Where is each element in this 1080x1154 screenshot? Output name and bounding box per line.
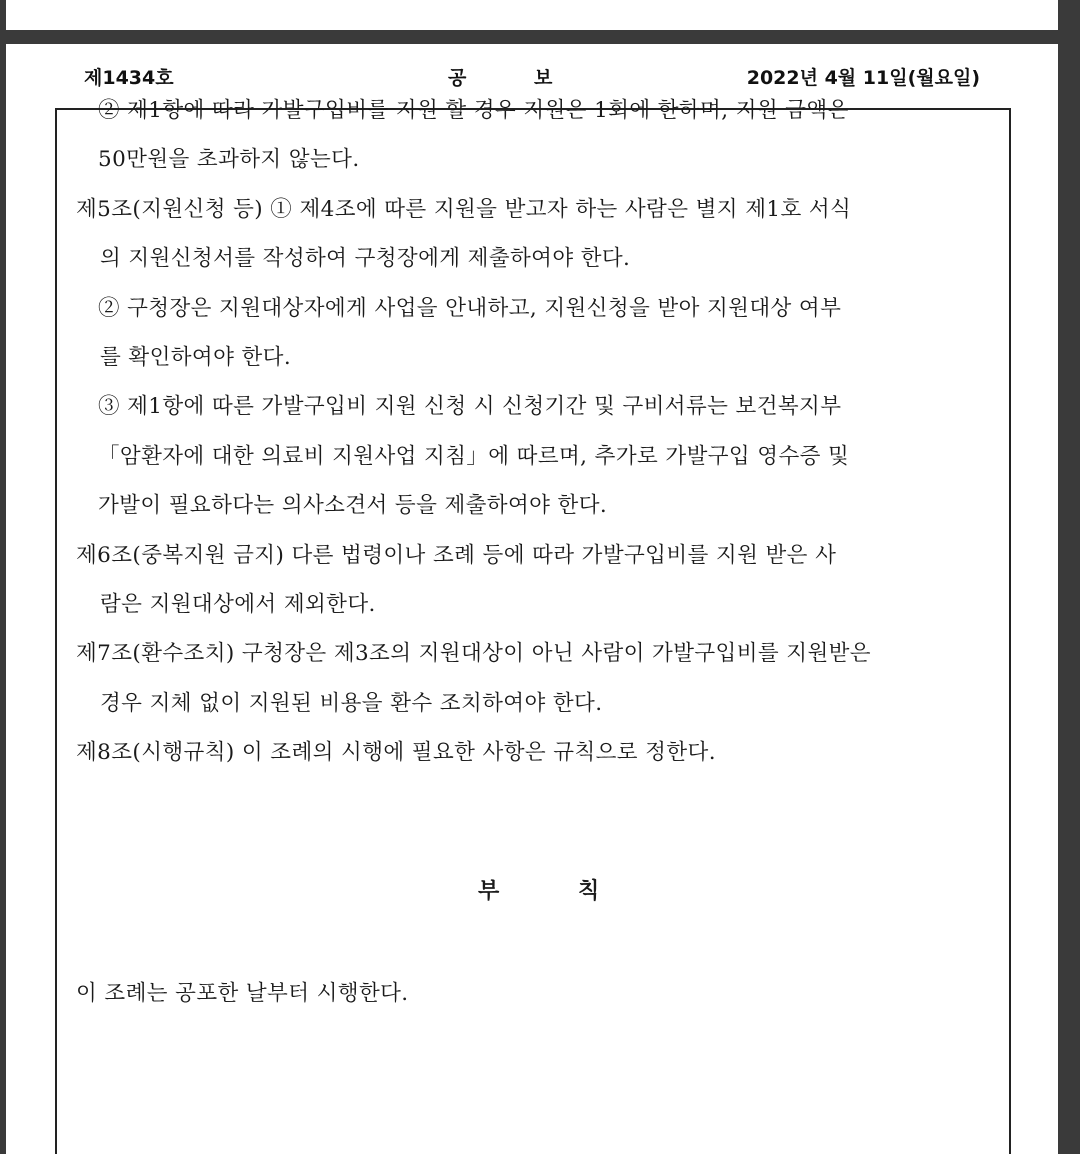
ordinance-body [76,86,982,777]
text-line: 를 확인하여야 한다. [100,344,292,370]
text-line: 의 지원신청서를 작성하여 구청장에게 제출하여야 한다. [100,246,631,272]
previous-page-fragment [6,0,1058,30]
text-line: 「암환자에 대한 의료비 지원사업 지침」에 따르며, 추가로 가발구입 영수증 및 [98,443,850,469]
article-6-line: 제6조(중복지원 금지) 다른 법령이나 조례 등에 따라 가발구입비를 지원 받은 사 [76,542,837,568]
text-line: ③ 제1항에 따른 가발구입비 지원 신청 시 신청기간 및 구비서류는 보건복지부 [98,394,842,420]
article-5-line: 제5조(지원신청 등) ① 제4조에 따른 지원을 받고자 하는 사람은 별지 제1호 서식 [76,196,852,222]
appendix-text: 이 조례는 공포한 날부터 시행한다. [76,981,409,1006]
issue-date: 2022년 4월 11일(월요일) [746,67,980,89]
gazette-title-part2: 보 [534,67,553,89]
text-line: 가발이 필요하다는 의사소견서 등을 제출하여야 한다. [98,493,608,519]
text-line: ② 구청장은 지원대상자에게 사업을 안내하고, 지원신청을 받아 지원대상 여부 [98,295,842,321]
text-line: 50만원을 초과하지 않는다. [98,147,360,173]
appendix-title-part2: 칙 [578,879,600,904]
article-7-line: 제7조(환수조치) 구청장은 제3조의 지원대상이 아닌 사람이 가발구입비를 지원받은 [76,641,871,667]
gazette-title-part1: 공 [448,67,467,89]
issue-number: 제1434호 [84,67,174,89]
article-8-line: 제8조(시행규칙) 이 조례의 시행에 필요한 사항은 규칙으로 정한다. [76,740,716,766]
text-line: ② 제1항에 따라 가발구입비를 지원 할 경우 지원은 1회에 한하며, 지원 금액은 [98,98,849,123]
appendix-title-part1: 부 [478,879,500,904]
text-line: 경우 지체 없이 지원된 비용을 환수 조치하여야 한다. [100,690,603,716]
text-line: 람은 지원대상에서 제외한다. [100,591,376,617]
